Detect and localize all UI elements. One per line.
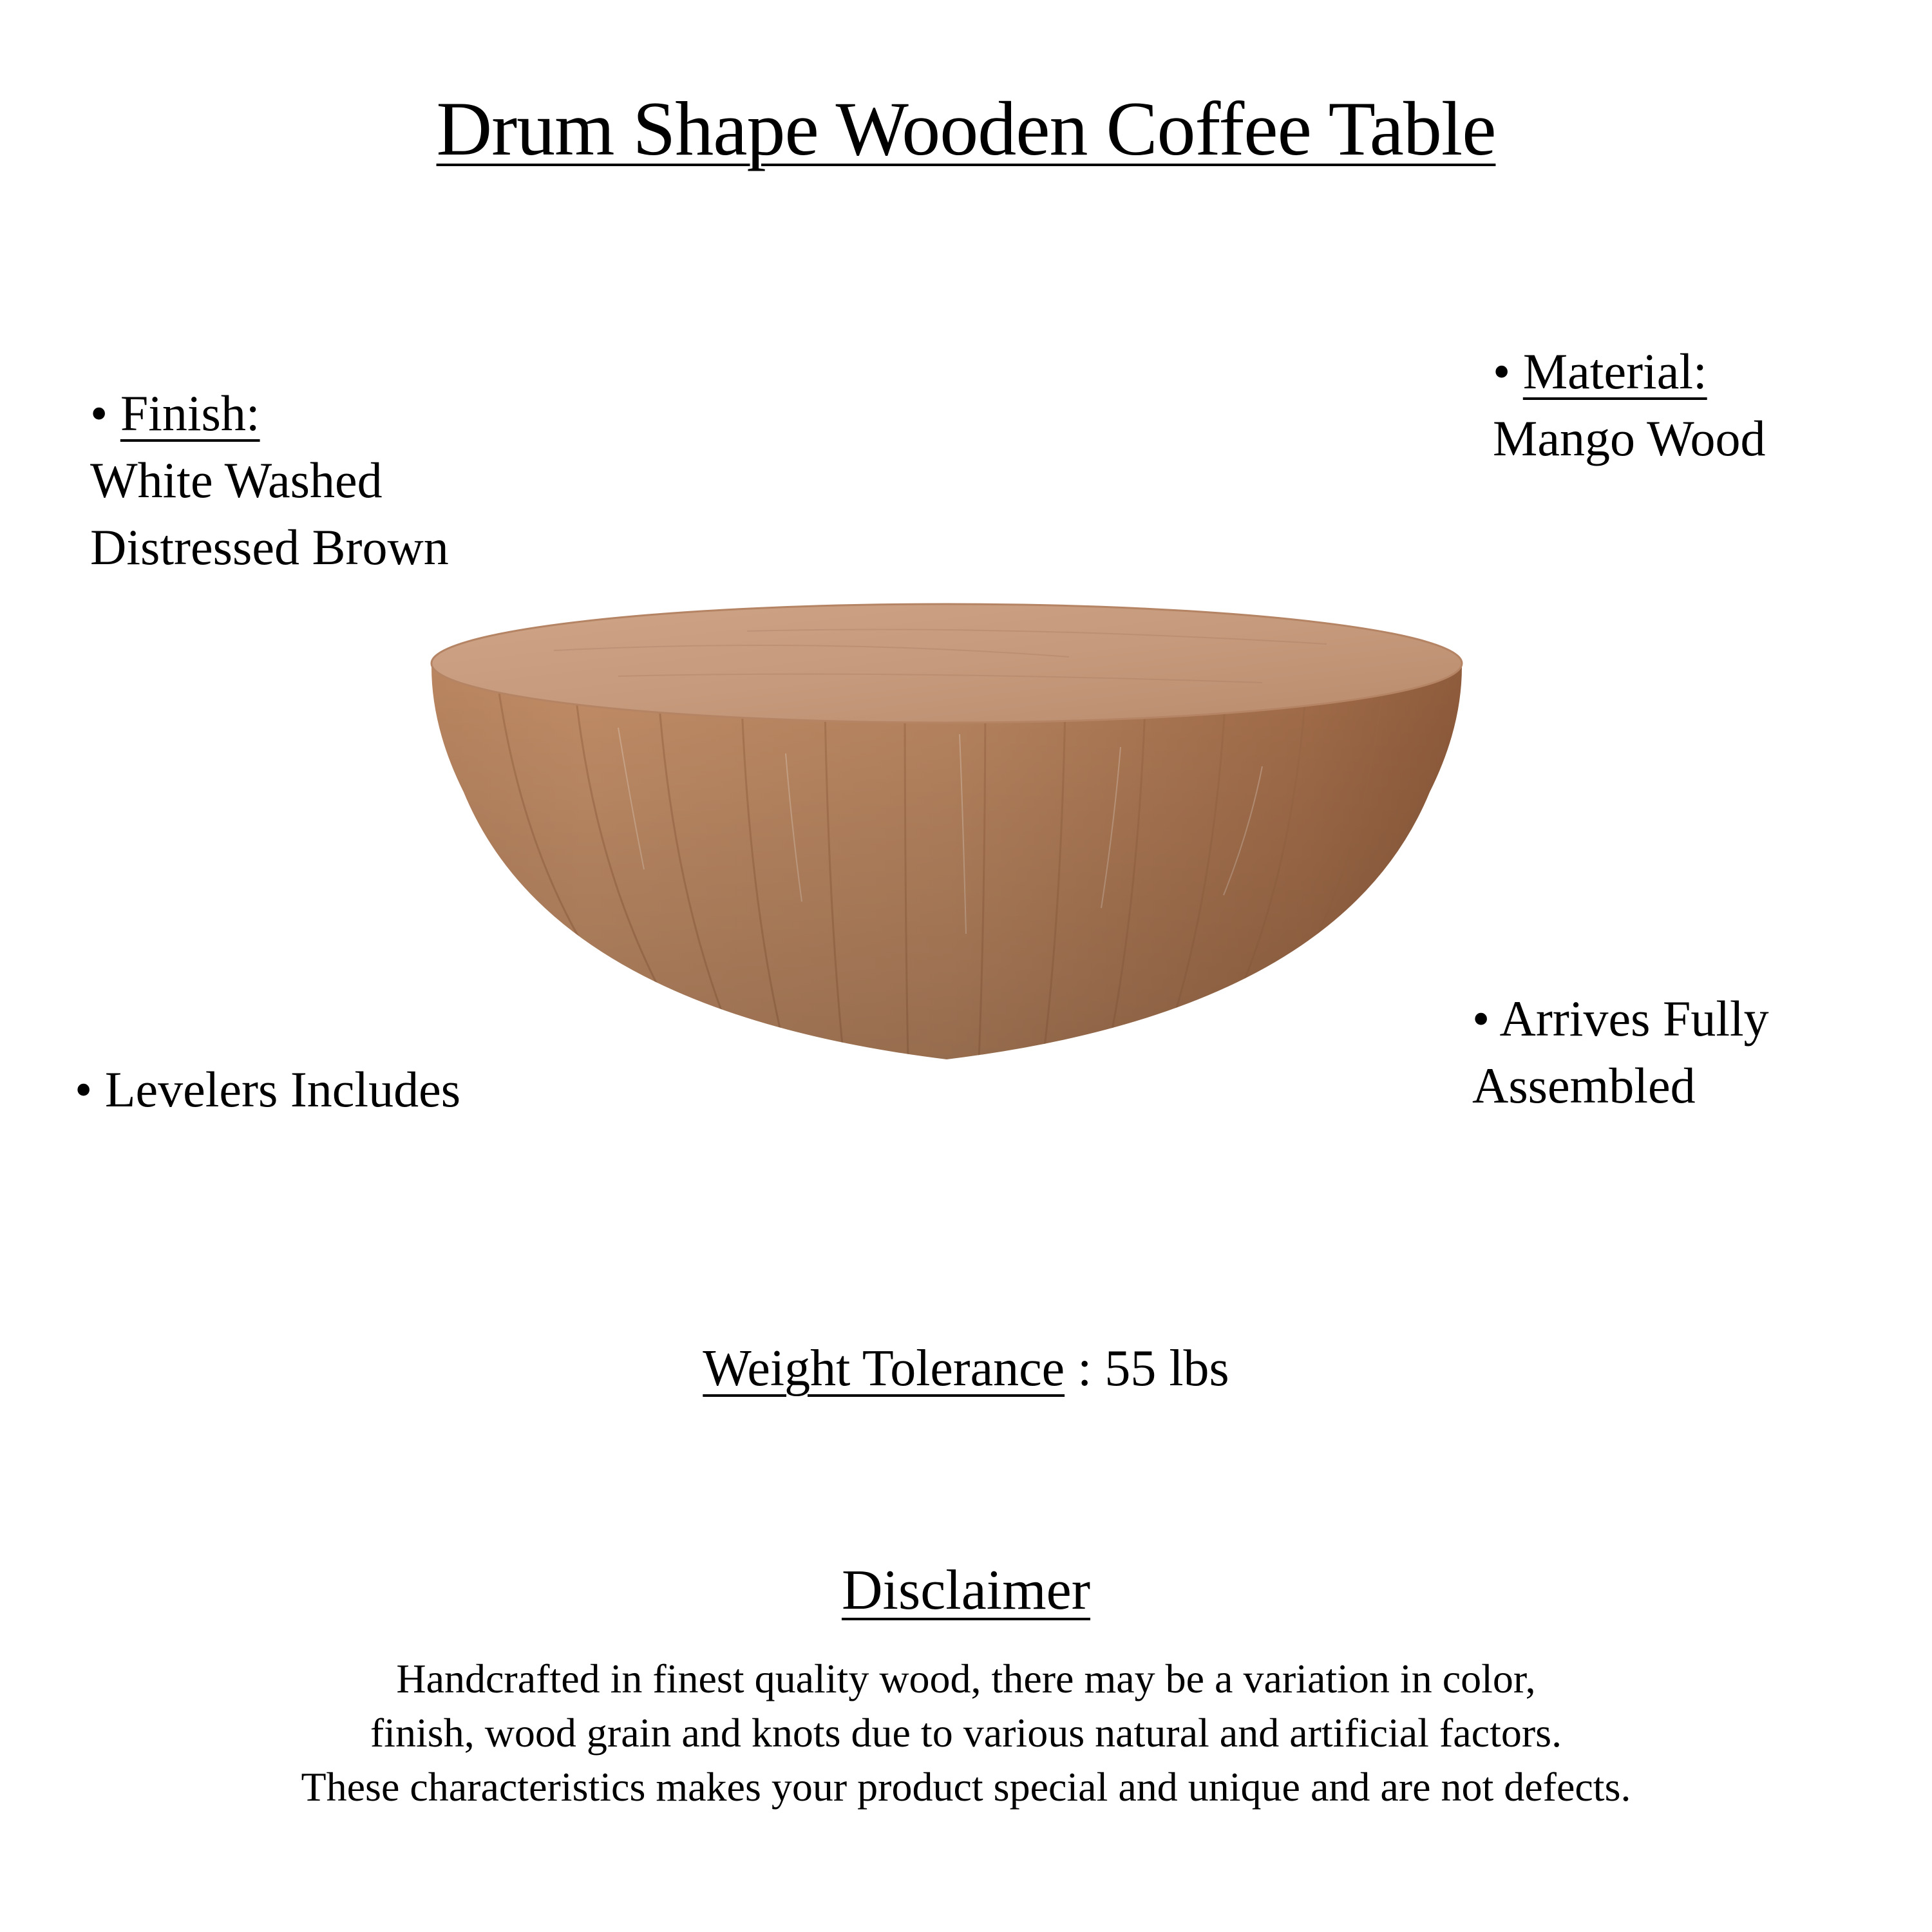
assembly-feature: [1472, 985, 1769, 1119]
disclaimer-line: Handcrafted in finest quality wood, there may be a variation in color,: [396, 1656, 1536, 1701]
page-title: Drum Shape Wooden Coffee Table: [436, 86, 1496, 171]
levelers-text: Levelers Includes: [104, 1061, 461, 1117]
levelers-bullet: •: [75, 1061, 93, 1117]
weight-tolerance: [0, 1333, 1932, 1404]
finish-value-line1: White Washed: [90, 452, 383, 508]
disclaimer-text: [0, 1652, 1932, 1814]
material-label: Material:: [1522, 343, 1707, 399]
coffee-table-image: [425, 599, 1468, 1075]
disclaimer-title: Disclaimer: [841, 1559, 1091, 1622]
weight-label: Weight Tolerance: [703, 1340, 1065, 1397]
assembly-bullet: •: [1472, 990, 1490, 1046]
levelers-feature: [75, 1056, 460, 1123]
finish-label: Finish:: [120, 385, 260, 441]
finish-feature: [90, 380, 449, 581]
material-value: Mango Wood: [1493, 410, 1766, 466]
assembly-line2: Assembled: [1472, 1057, 1696, 1113]
assembly-line1: Arrives Fully: [1499, 990, 1769, 1046]
disclaimer-line: finish, wood grain and knots due to various natural and artificial factors.: [370, 1710, 1562, 1756]
finish-value-line2: Distressed Brown: [90, 519, 449, 575]
weight-value: 55 lbs: [1104, 1340, 1229, 1397]
material-feature: [1493, 338, 1765, 472]
disclaimer-line: These characteristics makes your product special and unique and are not defects.: [301, 1764, 1631, 1810]
weight-separator: :: [1065, 1340, 1105, 1397]
finish-bullet: •: [90, 385, 108, 441]
material-bullet: •: [1493, 343, 1511, 399]
